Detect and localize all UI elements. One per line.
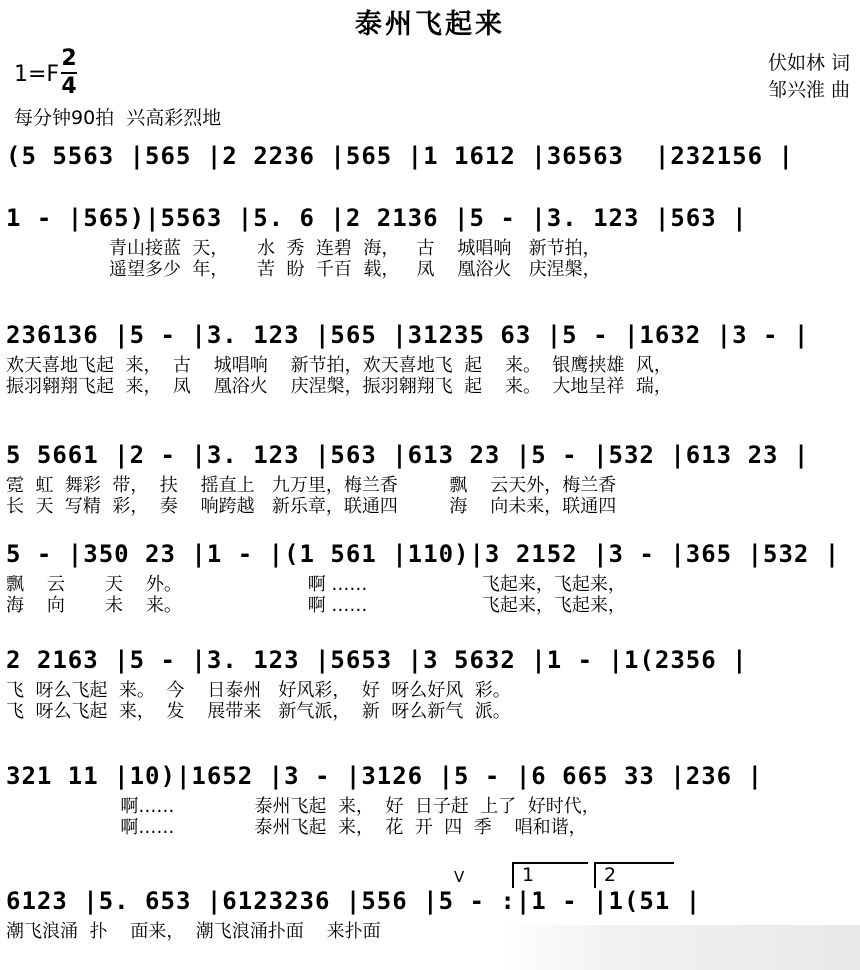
lyric-line: 霓 虹 舞彩 带， 扶 摇直上 九万里，梅兰香 飘 云天外，梅兰香 [6,475,617,496]
notation-row: 1 - |565)|5563 |5. 6 |2 2136 |5 - |3. 123 |563 | [6,204,748,232]
time-signature-bottom: 4 [61,74,77,99]
breath-mark: V [454,868,465,886]
lyric-line: 飞 呀么飞起 来。 今 日泰州 好风彩， 好 呀么好风 彩。 [6,680,511,701]
volta-second-label: 2 [604,864,617,886]
lyricist-credit: 伏如林 词 [767,52,850,74]
notation-row: 321 11 |10)|1652 |3 - |3126 |5 - |6 665 33 |236 | [6,762,764,790]
lyric-line: 青山接蓝 天， 水 秀 连碧 海， 古 城唱响 新节拍， [6,238,601,259]
key-signature: 1=F [14,62,60,87]
lyric-line: 振羽翱翔飞起 来， 凤 凰浴火 庆涅槃，振羽翱翔飞 起 来。 大地呈祥 瑞， [6,376,672,397]
lyric-line: 遥望多少 年， 苦 盼 千百 载， 凤 凰浴火 庆涅槃， [6,259,601,280]
tempo-marking: 每分钟90拍 兴高彩烈地 [14,107,222,129]
notation-row: (5 5563 |565 |2 2236 |565 |1 1612 |36563 |232156 | [6,142,794,170]
volta-first-ending [512,862,588,888]
song-title: 泰州飞起来 [355,9,505,40]
lyric-line: 啊…… 泰州飞起 来， 花 开 四 季 唱和谐， [6,817,587,838]
volta-second-ending [594,862,674,888]
notation-row: 5 5661 |2 - |3. 123 |563 |613 23 |5 - |532 |613 23 | [6,441,810,469]
composer-credit: 邹兴淮 曲 [767,79,850,101]
lyric-line: 飘 云 天 外。 啊 …… 飞起来，飞起来， [6,574,626,595]
image-fade-overlay [500,925,860,970]
lyric-line: 欢天喜地飞起 来， 古 城唱响 新节拍，欢天喜地飞 起 来。 银鹰挟雄 风， [6,355,672,376]
lyric-line: 长 天 写精 彩， 奏 响跨越 新乐章，联通四 海 向未来，联通四 [6,496,617,517]
volta-first-label: 1 [522,864,535,886]
notation-row: 6123 |5. 653 |6123236 |556 |5 - :|1 - |1(51 | [6,887,702,915]
time-signature-top: 2 [61,46,77,71]
lyric-line: 潮飞浪涌 扑 面来， 潮飞浪涌扑面 来扑面 [6,921,381,942]
lyric-line: 海 向 未 来。 啊 …… 飞起来，飞起来， [6,595,626,616]
notation-row: 5 - |350 23 |1 - |(1 561 |110)|3 2152 |3 - |365 |532 | [6,540,841,568]
lyric-line: 啊…… 泰州飞起 来， 好 日子赶 上了 好时代， [6,796,600,817]
notation-row: 236136 |5 - |3. 123 |565 |31235 63 |5 - |1632 |3 - | [6,321,810,349]
lyric-line: 飞 呀么飞起 来， 发 展带来 新气派， 新 呀么新气 派。 [6,701,511,722]
notation-row: 2 2163 |5 - |3. 123 |5653 |3 5632 |1 - |1(2356 | [6,646,748,674]
time-signature [61,48,77,98]
time-signature-line [61,72,77,74]
